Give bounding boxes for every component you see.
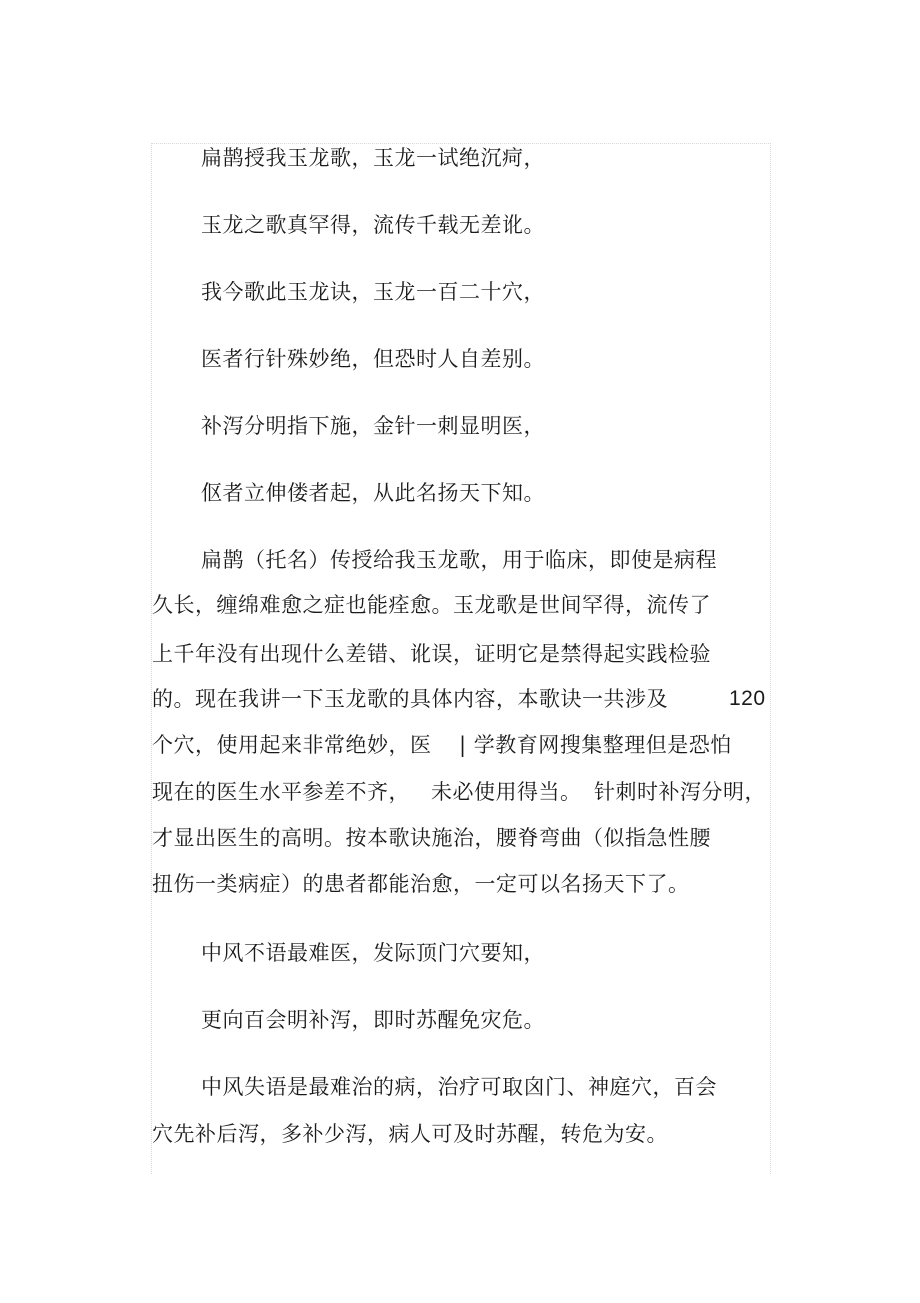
verse-line: 我今歌此玉龙诀，玉龙一百二十穴， bbox=[201, 280, 545, 304]
explanation-line: 中风失语是最难治的病，治疗可取囟门、神庭穴，百会 bbox=[201, 1075, 717, 1099]
explanation-line: 扭伤一类病症）的患者都能治愈，一定可以名扬天下了。 bbox=[152, 872, 690, 896]
explanation-line: 扁鹊（托名）传授给我玉龙歌，用于临床，即使是病程 bbox=[201, 548, 717, 572]
verse-line: 伛者立伸偻者起，从此名扬天下知。 bbox=[201, 481, 545, 505]
explanation-line: 久长，缠绵难愈之症也能痊愈。玉龙歌是世间罕得，流传了 bbox=[152, 593, 711, 617]
explanation-line: 未必使用得当。 bbox=[431, 780, 582, 804]
explanation-line: 才显出医生的高明。按本歌诀施治，腰脊弯曲（似指急性腰 bbox=[152, 826, 711, 850]
explanation-line: 穴先补后泻，多补少泻，病人可及时苏醒，转危为安。 bbox=[152, 1122, 668, 1146]
verse-line: 扁鹊授我玉龙歌，玉龙一试绝沉疴， bbox=[201, 146, 545, 170]
verse-line: 玉龙之歌真罕得，流传千载无差讹。 bbox=[201, 213, 545, 237]
verse-line: 补泻分明指下施，金针一刺显明医， bbox=[201, 414, 545, 438]
verse-line: 更向百会明补泻，即时苏醒免灾危。 bbox=[201, 1008, 545, 1032]
explanation-line: 现在的医生水平参差不齐， bbox=[152, 780, 410, 804]
explanation-line: 针刺时补泻分明， bbox=[594, 780, 766, 804]
explanation-line: 上千年没有出现什么差错、讹误，证明它是禁得起实践检验 bbox=[152, 642, 711, 666]
explanation-line: 个穴，使用起来非常绝妙，医 bbox=[152, 733, 432, 757]
verse-line: 中风不语最难医，发际顶门穴要知， bbox=[201, 941, 545, 965]
acupoint-count: 120 bbox=[729, 687, 766, 710]
explanation-line: 的。现在我讲一下玉龙歌的具体内容，本歌诀一共涉及 bbox=[152, 687, 668, 711]
watermark-text: | 学教育网搜集整理但是恐怕 bbox=[459, 733, 732, 757]
verse-line: 医者行针殊妙绝，但恐时人自差别。 bbox=[201, 347, 545, 371]
